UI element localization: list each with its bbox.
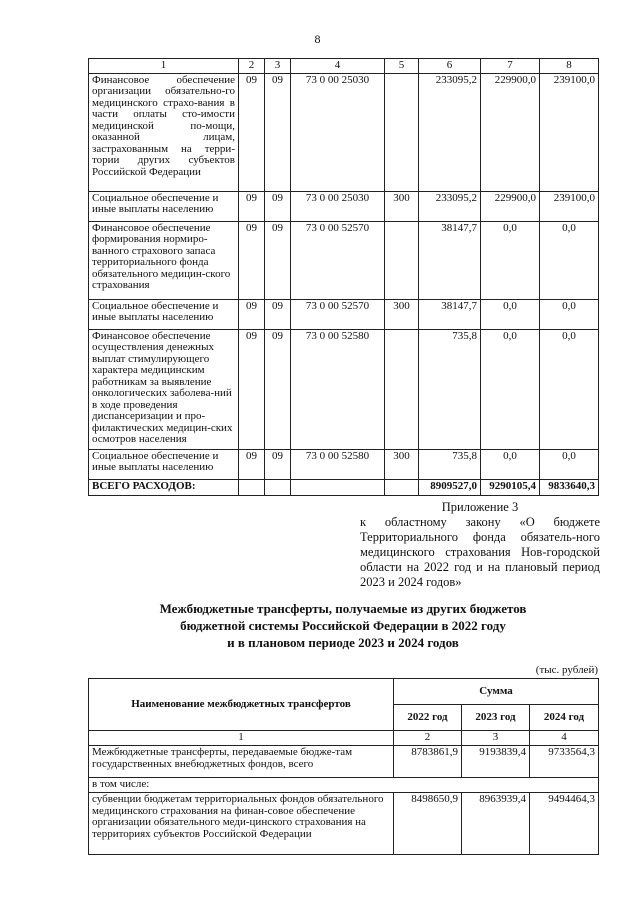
- cell-csr: 73 0 00 52580: [291, 449, 385, 479]
- cell-pr: 09: [265, 449, 291, 479]
- table-row: [89, 778, 599, 793]
- cell-2022: 8783861,9: [394, 746, 462, 778]
- cell-rz: 09: [239, 449, 265, 479]
- heading-line: и в плановом периоде 2023 и 2024 годов: [227, 635, 459, 650]
- cell-csr: 73 0 00 52570: [291, 221, 385, 299]
- cell-2022: 735,8: [419, 449, 481, 479]
- table-row: [89, 449, 599, 479]
- expenses-table: [88, 58, 599, 496]
- heading-line: Межбюджетные трансферты, получаемые из других бюджетов: [159, 601, 527, 616]
- column-number: 1: [89, 59, 239, 74]
- cell-2024: 0,0: [540, 329, 599, 449]
- cell-2023: 0,0: [481, 299, 540, 329]
- cell-csr: 73 0 00 25030: [291, 191, 385, 221]
- cell-vr: 300: [385, 299, 419, 329]
- row-name: Межбюджетные трансферты, передаваемые бюдже-там государственных внебюджетных фондов, всего: [89, 746, 394, 778]
- row-name: Социальное обеспечение и иные выплаты населению: [89, 299, 239, 329]
- cell-vr: [385, 73, 419, 191]
- cell-2023: 229900,0: [481, 73, 540, 191]
- cell-pr: 09: [265, 329, 291, 449]
- cell-csr: 73 0 00 52580: [291, 329, 385, 449]
- row-name: в том числе:: [89, 778, 599, 793]
- table-row: [89, 73, 599, 191]
- cell-2024: 9733564,3: [530, 746, 599, 778]
- table-row: [89, 793, 599, 855]
- table-row: [89, 299, 599, 329]
- row-name: Финансовое обеспечение формирования нормиро-ванного страхового запаса территориального фонда обязательного медицин-ского страхования: [89, 221, 239, 299]
- cell-2022: 233095,2: [419, 191, 481, 221]
- cell-2023: 0,0: [481, 449, 540, 479]
- column-number: 2: [239, 59, 265, 74]
- table-row: [89, 746, 599, 778]
- total-2024: 9833640,3: [540, 479, 599, 495]
- cell-2022: 38147,7: [419, 299, 481, 329]
- cell-rz: 09: [239, 329, 265, 449]
- table-header-row: [89, 59, 599, 74]
- column-number: 4: [530, 731, 599, 746]
- cell-rz: 09: [239, 191, 265, 221]
- cell-vr: 300: [385, 449, 419, 479]
- cell-pr: 09: [265, 299, 291, 329]
- column-number: 7: [481, 59, 540, 74]
- row-name: Социальное обеспечение и иные выплаты населению: [89, 449, 239, 479]
- column-sum-header: Сумма: [394, 679, 599, 705]
- column-number: 3: [462, 731, 530, 746]
- cell-2023: 0,0: [481, 329, 540, 449]
- column-number: 5: [385, 59, 419, 74]
- column-number: 4: [291, 59, 385, 74]
- cell-2022: 233095,2: [419, 73, 481, 191]
- cell-2022: 735,8: [419, 329, 481, 449]
- cell-2024: 9494464,3: [530, 793, 599, 855]
- column-number: 6: [419, 59, 481, 74]
- cell-vr: [385, 221, 419, 299]
- cell-2024: 0,0: [540, 299, 599, 329]
- heading-line: бюджетной системы Российской Федерации в 2022 году: [180, 618, 506, 633]
- cell-pr: 09: [265, 191, 291, 221]
- row-name: Финансовое обеспечение осуществления денежных выплат стимулирующего характера медицинским работникам за выявление онкологических заболева-ний в ходе проведения диспансеризации и про-филактических медицин-ских осмотров населения: [89, 329, 239, 449]
- appendix-text: к областному закону «О бюджете Территориального фонда обязатель-ного медицинского страхования Нов-городской области на 2022 год и на плановый период 2023 и 2024 годов»: [360, 515, 600, 589]
- row-name: Социальное обеспечение и иные выплаты населению: [89, 191, 239, 221]
- total-label: ВСЕГО РАСХОДОВ:: [89, 479, 239, 495]
- column-number: 2: [394, 731, 462, 746]
- cell-2022: 38147,7: [419, 221, 481, 299]
- table-number-row: [89, 731, 599, 746]
- column-number: 8: [540, 59, 599, 74]
- cell-pr: 09: [265, 221, 291, 299]
- cell-vr: 300: [385, 191, 419, 221]
- cell-2023: 9193839,4: [462, 746, 530, 778]
- cell-pr: 09: [265, 73, 291, 191]
- column-number: 1: [89, 731, 394, 746]
- cell-2023: 8963939,4: [462, 793, 530, 855]
- column-number: 3: [265, 59, 291, 74]
- cell-2023: 0,0: [481, 221, 540, 299]
- cell-2024: 0,0: [540, 449, 599, 479]
- year-header: 2024 год: [530, 705, 599, 731]
- cell-rz: 09: [239, 73, 265, 191]
- cell-2022: 8498650,9: [394, 793, 462, 855]
- section-heading: [88, 600, 598, 651]
- table-header-row: [89, 679, 599, 705]
- cell-rz: 09: [239, 299, 265, 329]
- total-row: [89, 479, 599, 495]
- column-name-header: Наименование межбюджетных трансфертов: [89, 679, 394, 731]
- cell-csr: 73 0 00 52570: [291, 299, 385, 329]
- appendix-title: Приложение 3: [441, 500, 519, 514]
- cell-csr: 73 0 00 25030: [291, 73, 385, 191]
- cell-2024: 239100,0: [540, 191, 599, 221]
- units-label: (тыс. рублей): [535, 664, 598, 676]
- table-row: [89, 191, 599, 221]
- cell-2023: 229900,0: [481, 191, 540, 221]
- table-row: [89, 329, 599, 449]
- transfers-table: [88, 678, 599, 855]
- table-row: [89, 221, 599, 299]
- year-header: 2022 год: [394, 705, 462, 731]
- total-2023: 9290105,4: [481, 479, 540, 495]
- total-2022: 8909527,0: [419, 479, 481, 495]
- cell-rz: 09: [239, 221, 265, 299]
- page-number: 8: [314, 32, 321, 46]
- row-name: Финансовое обеспечение организации обязательно-го медицинского страхо-вания в части оплаты сто-имости медицинской по-мощи, оказанной лицам, застрахованным на терри-тории других субъектов Российской Федерации: [89, 73, 239, 191]
- cell-vr: [385, 329, 419, 449]
- row-name: субвенции бюджетам территориальных фондов обязательного медицинского страхования на финан-совое обеспечение организации обязательного меди-цинского страхования на территориях субъектов Российской Федерации: [89, 793, 394, 855]
- cell-2024: 0,0: [540, 221, 599, 299]
- cell-2024: 239100,0: [540, 73, 599, 191]
- year-header: 2023 год: [462, 705, 530, 731]
